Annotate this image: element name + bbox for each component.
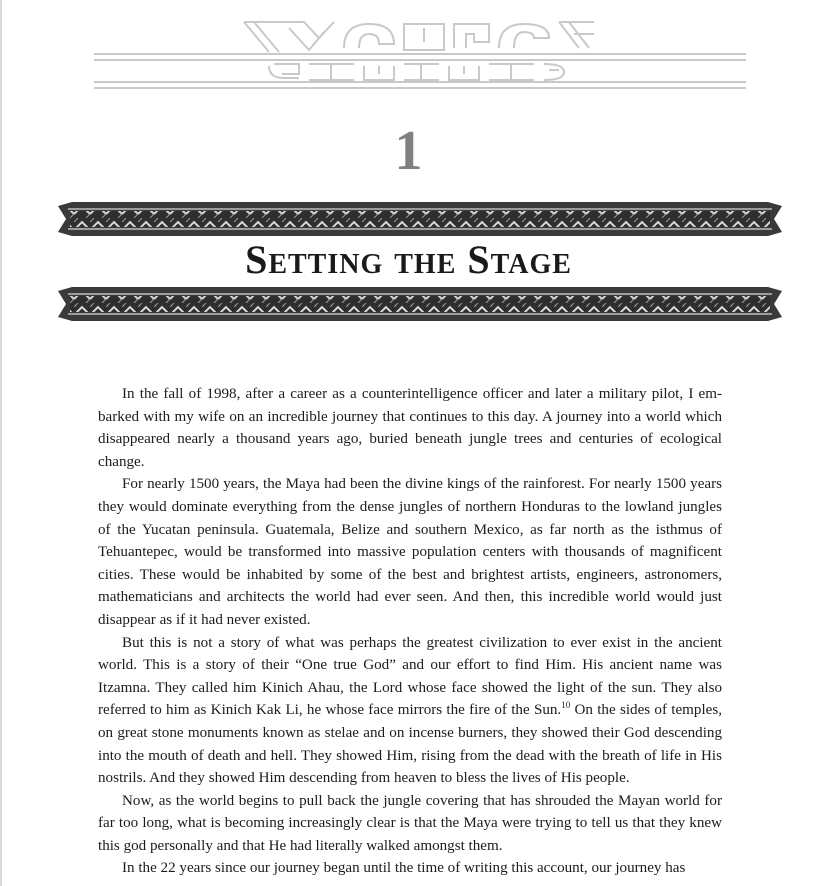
- mayan-glyph-ornament: [94, 18, 746, 94]
- paragraph-3: [98, 632, 722, 790]
- paragraph-3-part-b: On the sides of temples, on great stone monuments known as stelae and on incense burners, they showed their God descending into the mouth of death and hell. They showed Him, rising from the dead with the breath of life in His nostrils. And they showed Him descending from heaven to bless the lives of His people.: [98, 702, 722, 787]
- chapter-body: [98, 383, 722, 880]
- paragraph-3-part-a: But this is not a story of what was perhaps the greatest civilization to ever exist in the ancient world. This is a story of their “One true God” and our effort to find Him. His ancient name was Itzamna. They called him Kinich Ahau, the Lord whose face showed the light of the sun. They also referred to him as Kinich Kak Li, he whose face mirrors the fire of the Sun.: [98, 634, 722, 719]
- paragraph-5: In the 22 years since our journey began until the time of writing this account, our journey has: [122, 860, 686, 877]
- decorative-band-top: [58, 202, 782, 236]
- paragraph-1: In the fall of 1998, after a career as a counterintelligence officer and later a military pilot, I embarked with my wife on an incredible journey that continues to this day. A journey into a world which disappeared nearly a thousand years ago, buried beneath jungle trees and centuries of ecological change.: [98, 386, 722, 470]
- footnote-reference[interactable]: 10: [561, 700, 571, 711]
- decorative-band-bottom: [58, 287, 782, 321]
- paragraph-2: For nearly 1500 years, the Maya had been the divine kings of the rainforest. For nearly 1500 years they would dominate everything from the dense jungles of northern Honduras to the lowland jungles of the Yucatan peninsula. Guatemala, Belize and southern Mexico, as far north as the isthmus of Tehuantepec, would be transformed into massive population centers with thousands of magnificent cities. These would be inhabited by some of the best and brightest artists, engineers, astronomers, mathematicians and architects the world had ever seen. And then, this incredible world would just disappear as if it had never existed.: [98, 476, 722, 628]
- chapter-title: Setting the Stage: [245, 237, 572, 282]
- paragraph-4: Now, as the world begins to pull back the jungle covering that has shrouded the Mayan world for far too long, what is becoming increasingly clear is that the Maya were trying to tell us that they knew this god personally and that He had literally walked amongst them.: [98, 792, 722, 854]
- chapter-number: 1: [394, 120, 423, 182]
